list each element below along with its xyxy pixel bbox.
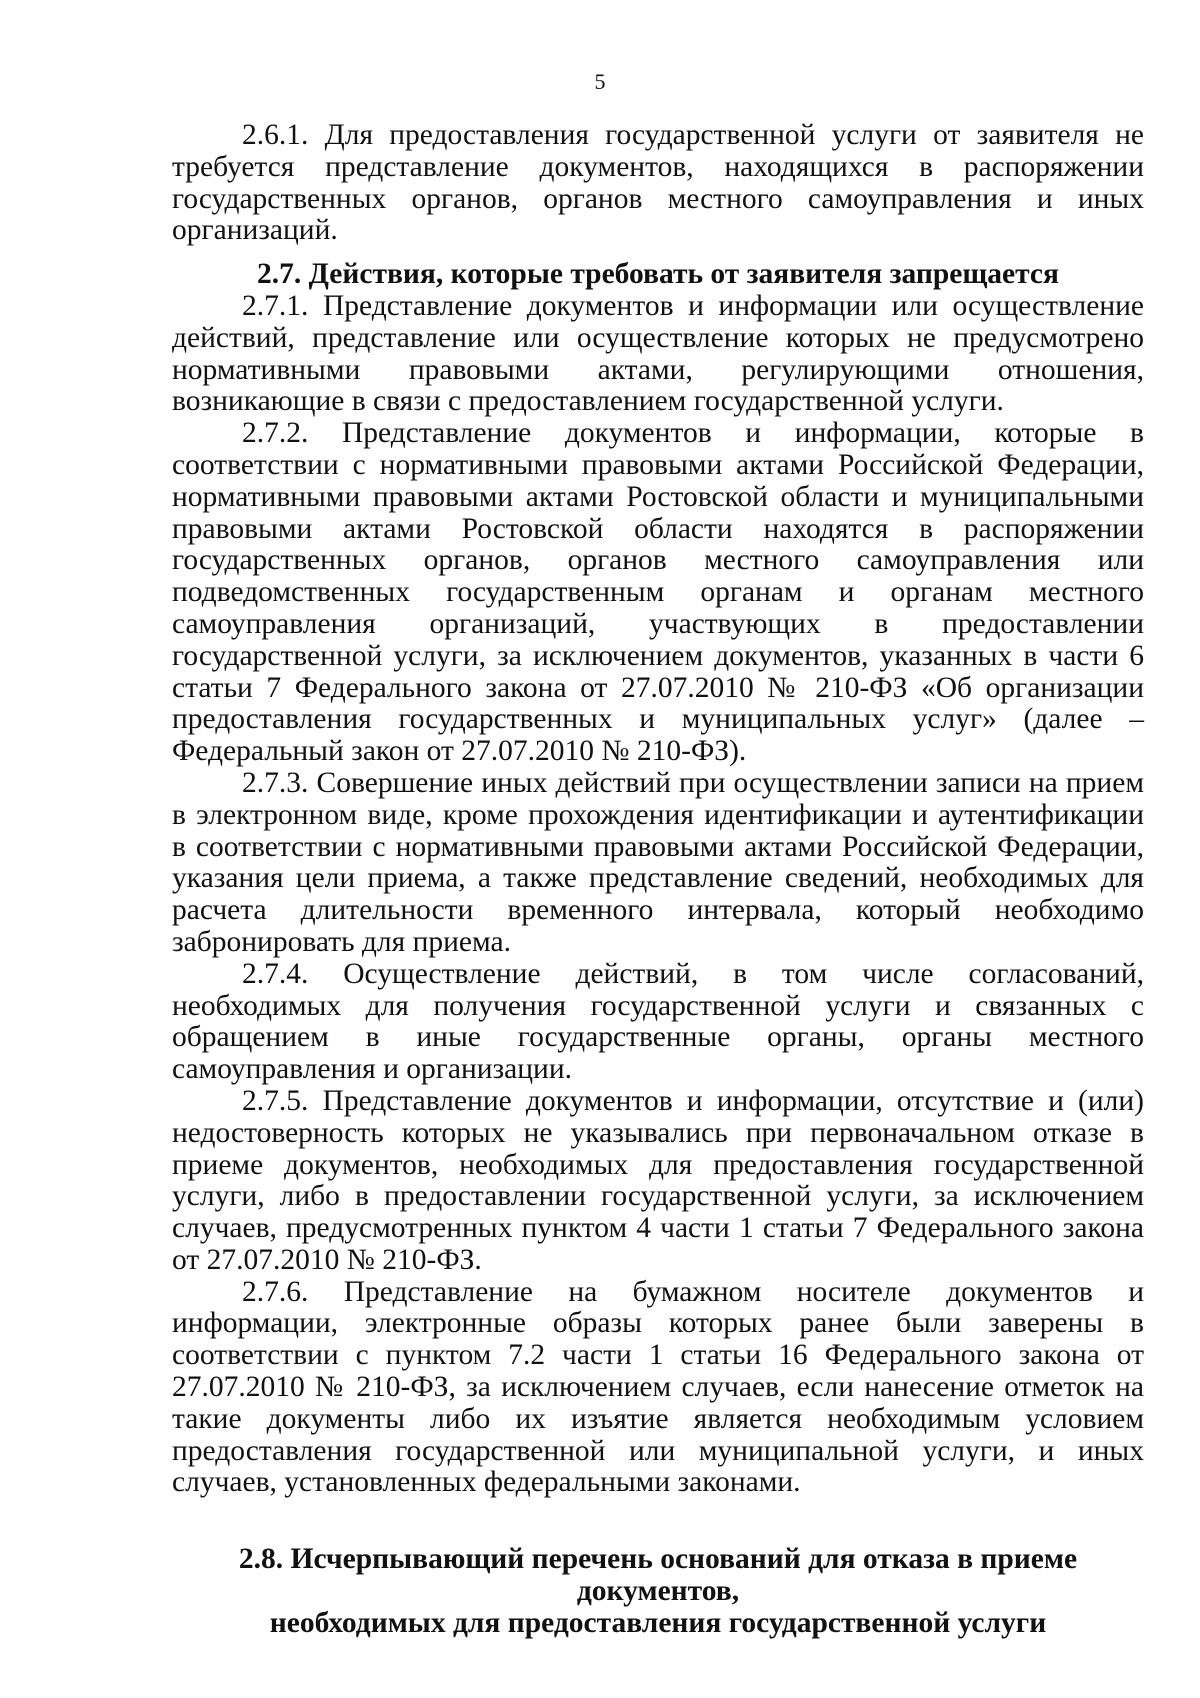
paragraph-2-7-6: 2.7.6. Представление на бумажном носителе документов и информации, электронные образы которых ранее были заверены в соответствии с пунктом 7.2 части 1 статьи 16 Федерального закона от 27.07.2010 № 210-ФЗ, за исключением случаев, если нанесение отметок на такие документы либо их изъятие является необходимым условием предоставления государственной или муниципальной услуги, и иных случаев, установленных федеральными законами. (172, 1275, 1144, 1499)
paragraph-2-7-5: 2.7.5. Представление документов и информации, отсутствие и (или) недостоверность которых не указывались при первоначальном отказе в приеме документов, необходимых для предоставления государственной услуги, либо в предоставлении государственной услуги, за исключением случаев, предусмотренных пунктом 4 части 1 статьи 7 Федерального закона от 27.07.2010 № 210-ФЗ. (172, 1084, 1144, 1276)
section-heading-2-8-line1: 2.8. Исчерпывающий перечень оснований для отказа в приеме документов, (238, 1543, 1078, 1608)
paragraph-2-6-1: 2.6.1. Для предоставления государственной услуги от заявителя не требуется представление документов, находящихся в распоряжении государственных органов, органов местного самоуправления и иных организаций. (172, 119, 1144, 247)
paragraph-2-7-3: 2.7.3. Совершение иных действий при осуществлении записи на прием в электронном виде, кроме прохождения идентификации и аутентификации в соответствии с нормативными правовыми актами Российской Федерации, указания цели приема, а также представление сведений, необходимых для расчета длительности временного интервала, который необходимо забронировать для приема. (172, 766, 1144, 958)
section-heading-2-7: 2.7. Действия, которые требовать от заявителя запрещается (257, 258, 1059, 291)
paragraph-2-7-2: 2.7.2. Представление документов и информации, которые в соответствии с нормативными правовыми актами Российской Федерации, нормативными правовыми актами Ростовской области и муниципальными правовыми актами Ростовской области находятся в распоряжении государственных органов, органов местного самоуправления или подведомственных государственным органам и органам местного самоуправления организаций, участвующих в предоставлении государственной услуги, за исключением документов, указанных в части 6 статьи 7 Федерального закона от 27.07.2010 № 210-ФЗ «Об организации предоставления государственных и муниципальных услуг» (далее – Федеральный закон от 27.07.2010 № 210-ФЗ). (172, 417, 1144, 768)
section-heading-2-8 (172, 1544, 1144, 1639)
paragraph-2-7-1: 2.7.1. Представление документов и информации или осуществление действий, представление или осуществление которых не предусмотрено нормативными правовыми актами, регулирующими отношения, возникающие в связи с предоставлением государственной услуги. (172, 289, 1144, 418)
section-heading-2-8-line2: необходимых для предоставления государственной услуги (269, 1606, 1047, 1639)
paragraph-2-7-4: 2.7.4. Осуществление действий, в том числе согласований, необходимых для получения государственной услуги и связанных с обращением в иные государственные органы, органы местного самоуправления и организации. (172, 957, 1144, 1086)
document-body (172, 120, 1144, 1640)
page-number: 5 (594, 69, 606, 94)
